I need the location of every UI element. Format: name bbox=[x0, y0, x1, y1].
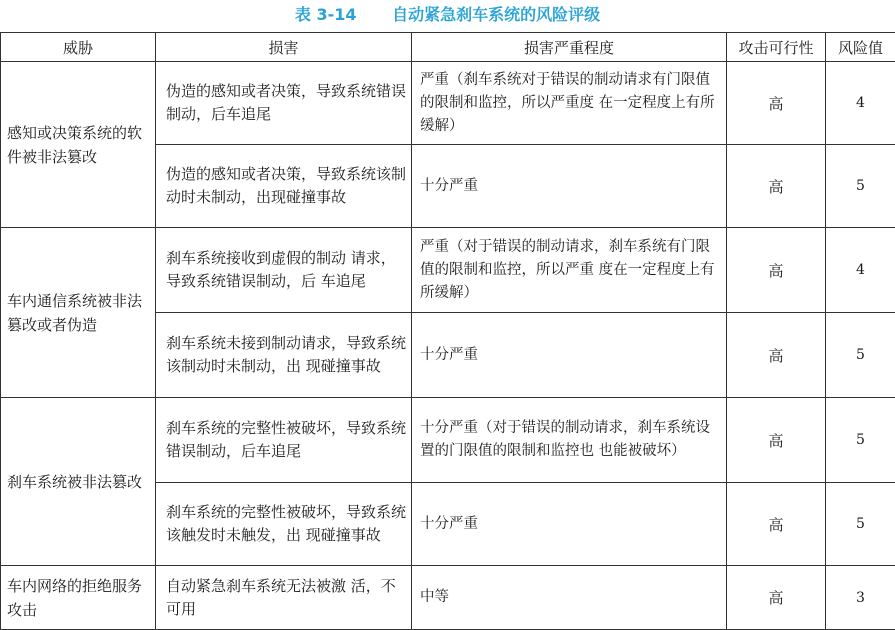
damage-cell: 伪造的感知或者决策，导致系统错误制动，后车追尾 bbox=[156, 62, 412, 145]
header-damage: 损害 bbox=[156, 33, 412, 62]
table-row bbox=[1, 566, 895, 630]
damage-cell: 自动紧急刹车系统无法被激 活，不可用 bbox=[156, 566, 412, 630]
table-title: 自动紧急刹车系统的风险评级 bbox=[392, 5, 600, 24]
feasibility-cell: 高 bbox=[727, 145, 826, 228]
damage-cell: 刹车系统接收到虚假的制动 请求，导致系统错误制动，后 车追尾 bbox=[156, 228, 412, 313]
feasibility-cell: 高 bbox=[727, 228, 826, 313]
table-row bbox=[1, 228, 895, 313]
risk-value-cell: 3 bbox=[826, 566, 895, 630]
feasibility-cell: 高 bbox=[727, 483, 826, 566]
header-threat: 威胁 bbox=[1, 33, 156, 62]
severity-cell: 严重（对于错误的制动请求，刹车系统有门限值的限制和监控，所以严重 度在一定程度上有所缓解） bbox=[412, 228, 727, 313]
table-row bbox=[1, 62, 895, 145]
severity-cell: 十分严重 bbox=[412, 483, 727, 566]
header-risk: 风险值 bbox=[826, 33, 895, 62]
risk-value-cell: 5 bbox=[826, 313, 895, 398]
risk-value-cell: 5 bbox=[826, 483, 895, 566]
severity-cell: 十分严重 bbox=[412, 145, 727, 228]
threat-cell: 车内通信系统被非法篡改或者伪造 bbox=[1, 228, 156, 398]
damage-cell: 伪造的感知或者决策，导致系统该制动时未制动，出现碰撞事故 bbox=[156, 145, 412, 228]
risk-value-cell: 5 bbox=[826, 145, 895, 228]
header-feasibility: 攻击可行性 bbox=[727, 33, 826, 62]
feasibility-cell: 高 bbox=[727, 398, 826, 483]
feasibility-cell: 高 bbox=[727, 566, 826, 630]
header-severity: 损害严重程度 bbox=[412, 33, 727, 62]
severity-cell: 严重（刹车系统对于错误的制动请求有门限值的限制和监控，所以严重度 在一定程度上有所缓解） bbox=[412, 62, 727, 145]
severity-cell: 中等 bbox=[412, 566, 727, 630]
damage-cell: 刹车系统未接到制动请求，导致系统该制动时未制动，出 现碰撞事故 bbox=[156, 313, 412, 398]
risk-rating-table bbox=[0, 32, 895, 630]
threat-cell: 刹车系统被非法篡改 bbox=[1, 398, 156, 566]
table-caption bbox=[0, 0, 895, 30]
threat-cell: 感知或决策系统的软件被非法篡改 bbox=[1, 62, 156, 228]
damage-cell: 刹车系统的完整性被破坏，导致系统该触发时未触发，出 现碰撞事故 bbox=[156, 483, 412, 566]
feasibility-cell: 高 bbox=[727, 313, 826, 398]
damage-cell: 刹车系统的完整性被破坏，导致系统错误制动，后车追尾 bbox=[156, 398, 412, 483]
header-row bbox=[1, 33, 895, 62]
threat-cell: 车内网络的拒绝服务攻击 bbox=[1, 566, 156, 630]
feasibility-cell: 高 bbox=[727, 62, 826, 145]
table-number: 表 3-14 bbox=[295, 5, 357, 24]
risk-value-cell: 4 bbox=[826, 228, 895, 313]
risk-value-cell: 4 bbox=[826, 62, 895, 145]
severity-cell: 十分严重（对于错误的制动请求，刹车系统设置的门限值的限制和监控也 也能被破坏） bbox=[412, 398, 727, 483]
table-row bbox=[1, 398, 895, 483]
risk-value-cell: 5 bbox=[826, 398, 895, 483]
severity-cell: 十分严重 bbox=[412, 313, 727, 398]
